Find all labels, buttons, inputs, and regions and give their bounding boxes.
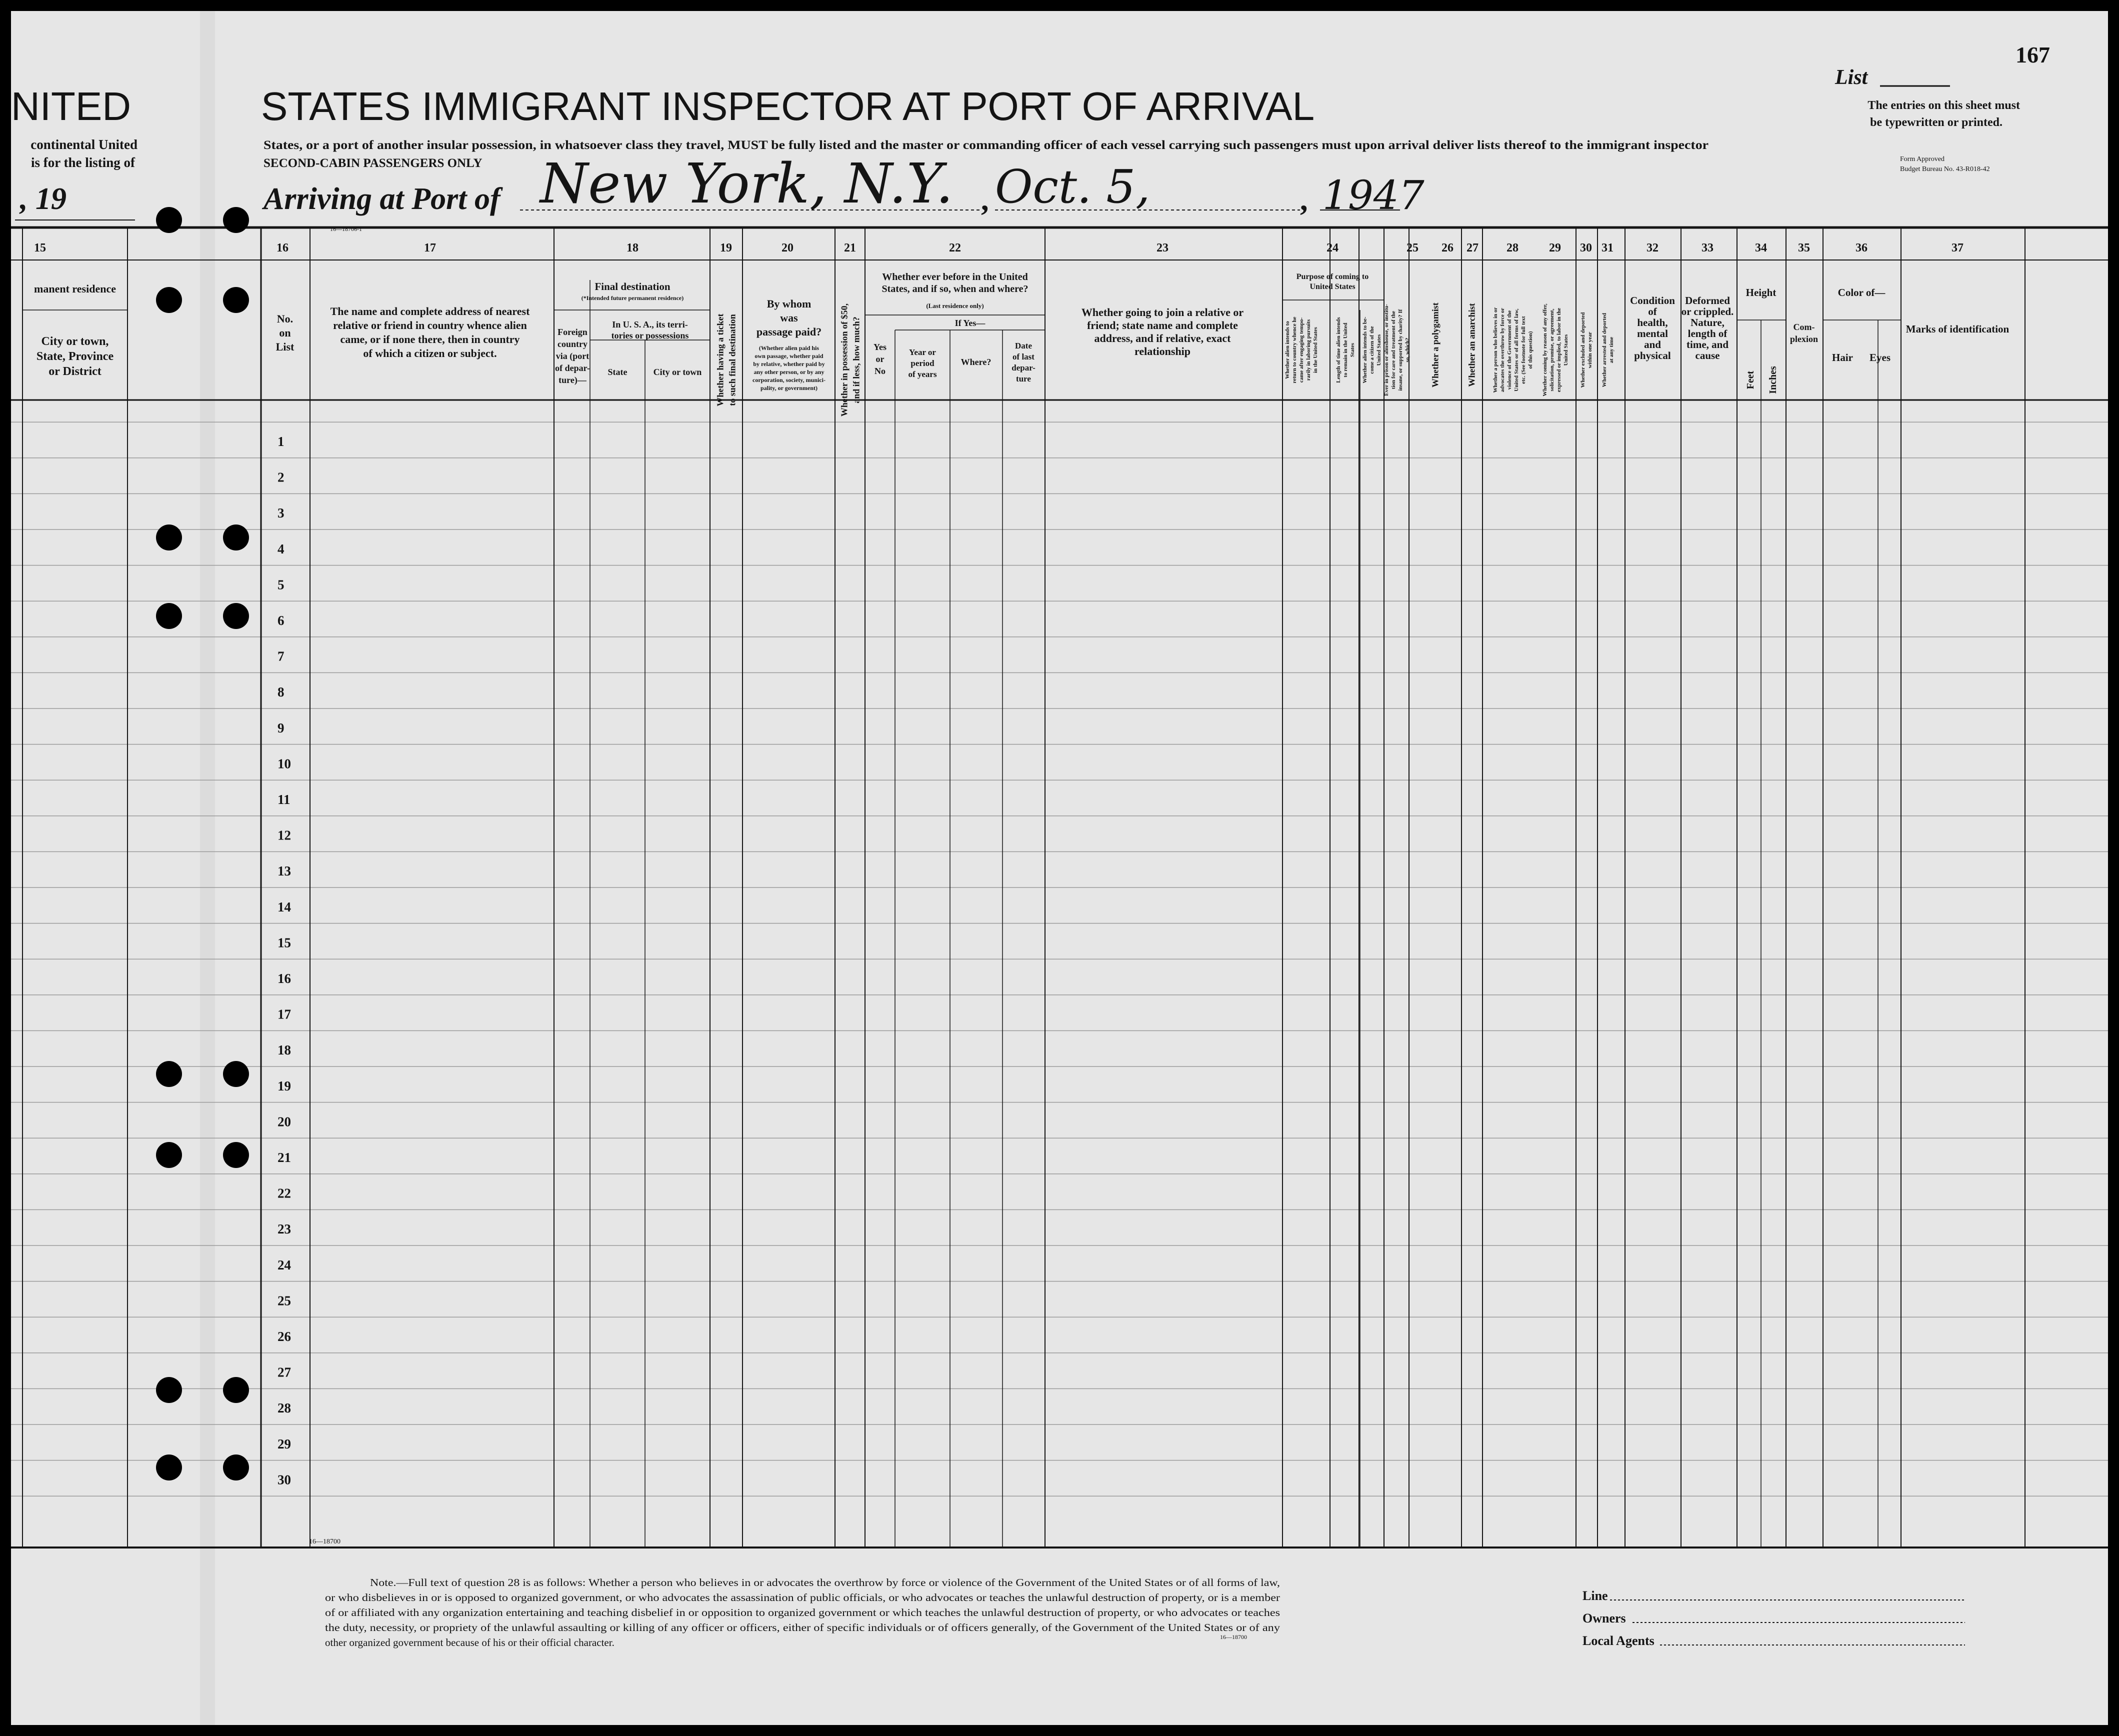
row-number-13: 13 <box>278 864 291 879</box>
c20-note: own passage, whether paid <box>754 352 824 360</box>
c29-labor-offer: United States <box>1562 334 1569 366</box>
sheet-number: 167 <box>2016 42 2050 68</box>
c23-join-relative: Whether going to join a relative or <box>1081 306 1244 318</box>
punch-hole <box>223 287 249 313</box>
c33-deformed: length of <box>1688 328 1728 340</box>
c16-no-on-list: No. <box>276 312 294 325</box>
c16-no-on-list: List <box>276 340 294 353</box>
c30-excluded: Whether excluded and deported <box>1580 312 1586 388</box>
page-fold <box>200 11 215 1725</box>
column-number-26: 26 <box>1442 242 1454 254</box>
column-number-23: 23 <box>1156 242 1168 254</box>
c28-overthrow: United States or of all forms of law, <box>1513 308 1520 392</box>
c29-labor-offer: Whether coming by reason of any offer, <box>1542 304 1548 396</box>
c22-if-yes: If Yes— <box>954 318 986 328</box>
c18-foreign-country: via (port <box>556 351 590 361</box>
c32-health-condition: mental <box>1637 328 1668 340</box>
row-number-1: 1 <box>278 434 284 449</box>
column-number-27: 27 <box>1466 242 1478 254</box>
row-number-16: 16 <box>278 971 291 986</box>
c29-labor-offer: solicitation, promise, or agreement, <box>1548 308 1555 392</box>
c22-ever-before-us: Whether ever before in the United <box>882 272 1028 282</box>
column-number-33: 33 <box>1702 242 1714 254</box>
form-code-top: 16—18706-1 <box>330 226 362 232</box>
row-number-17: 17 <box>278 1006 291 1022</box>
column-number-15: 15 <box>34 242 46 254</box>
c17-nearest-relative: of which a citizen or subject. <box>363 347 497 360</box>
c20-by-whom-paid: was <box>780 312 798 324</box>
arriving-label: Arriving at Port of <box>264 182 500 216</box>
c33-deformed: or crippled. <box>1681 306 1734 318</box>
c15-subtitle: State, Province <box>36 350 114 363</box>
row-number-3: 3 <box>278 506 284 521</box>
row-number-27: 27 <box>278 1364 291 1380</box>
punch-hole <box>156 1142 182 1168</box>
c25-prison-almshouse: so, which? <box>1404 338 1410 362</box>
c35-complexion: Com- <box>1793 322 1815 332</box>
c15-subtitle: or District <box>48 365 102 378</box>
c18-foreign-country: country <box>558 339 588 349</box>
punch-hole <box>156 207 182 233</box>
row-number-7: 7 <box>278 648 284 664</box>
row-number-20: 20 <box>278 1114 291 1130</box>
c24-citizen-intent: United States <box>1376 334 1382 366</box>
form-approved: Form Approved <box>1900 156 1945 163</box>
comma-1: , <box>981 183 989 217</box>
row-number-18: 18 <box>278 1042 291 1058</box>
punch-hole <box>156 1377 182 1403</box>
c18-city-or-town: City or town <box>653 367 702 377</box>
c25-prison-almshouse: Ever in prison or almshouse, or institu- <box>1383 304 1390 396</box>
year-handwritten: 1947 <box>1322 172 1424 218</box>
c24-citizen-intent: Whether alien intends to be- <box>1362 316 1368 384</box>
c16-no-on-list: on <box>279 326 291 339</box>
c24-purpose: United States <box>1310 282 1356 291</box>
row-number-11: 11 <box>278 792 290 807</box>
row-number-19: 19 <box>278 1078 291 1094</box>
c22-date-last-departure: of last <box>1012 352 1034 362</box>
c17-nearest-relative: came, or if none there, then in country <box>340 333 520 346</box>
form-intro: States, or a port of another insular possession, in whatsoever class they travel, MUST be fully listed and the master or commanding officer of each vessel carrying such passengers must upon arrival deliver lists thereof to the immigrant inspector <box>264 138 1708 152</box>
c24-length-of-stay: Length of time alien intends <box>1335 317 1342 383</box>
c28-overthrow: Whether a person who believes in or <box>1492 307 1498 393</box>
footnote-code: 16—18700 <box>1220 1634 1247 1640</box>
column-number-28: 28 <box>1506 242 1518 254</box>
row-number-25: 25 <box>278 1293 291 1308</box>
punch-hole <box>223 524 249 550</box>
row-number-15: 15 <box>278 935 291 950</box>
row-number-22: 22 <box>278 1186 291 1201</box>
c34-inches: Inches <box>1768 366 1778 394</box>
footnote-line-3: of or affiliated with any organization entertaining and teaching disbelief in or opposition to organized government or which teaches the unlawful destruction of property, or who advocates or teaches <box>325 1606 1280 1618</box>
c23-join-relative: address, and if relative, exact <box>1094 332 1231 344</box>
column-number-36: 36 <box>1856 242 1868 254</box>
c20-note: corporation, society, munici- <box>752 376 826 384</box>
c28-overthrow: advocates the overthrow by force or <box>1499 308 1506 392</box>
row-number-12: 12 <box>278 828 291 843</box>
column-number-24: 24 <box>1326 242 1338 254</box>
c18-note: (*Intended future permanent residence) <box>581 294 684 302</box>
row-number-4: 4 <box>278 541 284 556</box>
c24-return-intent: in the United States <box>1312 327 1318 373</box>
list-label: List <box>1835 66 1868 89</box>
c21-possession-50: Whether in possession of $50, <box>839 303 850 417</box>
typewritten-note-1: The entries on this sheet must <box>1868 99 2020 112</box>
column-number-32: 32 <box>1646 242 1658 254</box>
punch-hole <box>223 207 249 233</box>
punch-hole <box>156 1454 182 1480</box>
row-number-2: 2 <box>278 470 284 485</box>
c36-color-of: Color of— <box>1838 286 1886 298</box>
column-number-29: 29 <box>1549 242 1561 254</box>
column-number-34: 34 <box>1755 242 1767 254</box>
punch-hole <box>223 603 249 629</box>
c33-deformed: Nature, <box>1690 316 1724 328</box>
c20-by-whom-paid: By whom <box>766 298 812 310</box>
row-number-26: 26 <box>278 1329 291 1344</box>
c32-health-condition: physical <box>1634 350 1671 362</box>
date-handwritten: Oct. 5, <box>995 160 1150 214</box>
row-number-30: 30 <box>278 1472 291 1488</box>
c32-health-condition: and <box>1644 338 1661 350</box>
c30-excluded: within one year <box>1586 332 1593 368</box>
punch-hole <box>223 1061 249 1087</box>
c25-prison-almshouse: tion for care and treatment of the <box>1390 310 1396 390</box>
c33-deformed: Deformed <box>1685 294 1730 306</box>
c21-possession-50: and if less, how much? <box>851 316 862 404</box>
c37-marks-of-identification: Marks of identification <box>1906 323 2010 335</box>
c20-note: by relative, whether paid by <box>753 360 825 368</box>
c20-by-whom-paid: passage paid? <box>756 326 822 338</box>
left-intro-2: is for the listing of <box>31 155 135 170</box>
c15-title: manent residence <box>34 282 116 295</box>
c35-complexion: plexion <box>1790 334 1818 344</box>
left-year-fragment: , 19 <box>20 182 66 216</box>
row-number-5: 5 <box>278 577 284 592</box>
c18-state: State <box>608 367 628 377</box>
c23-join-relative: friend; state name and complete <box>1087 319 1238 332</box>
punch-hole <box>223 1142 249 1168</box>
c28-overthrow: of this question) <box>1527 331 1534 369</box>
c18-foreign-country: of depar- <box>555 363 590 373</box>
c19-ticket: Whether having a ticket <box>715 314 726 406</box>
c22-ever-before-us: States, and if so, when and where? <box>882 284 1028 294</box>
punch-hole <box>156 1061 182 1087</box>
c31-arrested: at any time <box>1608 336 1614 364</box>
c24-length-of-stay: to remain in the United <box>1342 322 1348 378</box>
c17-nearest-relative: The name and complete address of nearest <box>330 305 530 318</box>
c28-overthrow: etc. (See footnote for full text <box>1520 316 1526 384</box>
row-number-10: 10 <box>278 756 291 772</box>
c22-date-last-departure: Date <box>1015 341 1032 350</box>
c24-citizen-intent: come a citizen of the <box>1368 326 1375 374</box>
c36-hair: Hair <box>1832 352 1853 364</box>
punch-hole <box>223 1377 249 1403</box>
class-line: SECOND-CABIN PASSENGERS ONLY <box>264 156 482 170</box>
c22-yes-or-no: No <box>874 366 886 376</box>
c22-date-last-departure: ture <box>1016 374 1031 384</box>
c26-polygamist: Whether a polygamist <box>1430 302 1440 388</box>
comma-2: , <box>1300 183 1308 217</box>
c24-return-intent: Whether alien intends to <box>1284 321 1290 379</box>
left-title-fragment: NITED <box>11 84 131 128</box>
row-number-28: 28 <box>278 1400 291 1416</box>
row-number-23: 23 <box>278 1222 291 1237</box>
column-number-19: 19 <box>720 242 732 254</box>
c24-length-of-stay: States <box>1349 342 1356 358</box>
c18-in-usa: In U. S. A., its terri- <box>612 320 688 330</box>
row-number-21: 21 <box>278 1150 291 1165</box>
row-number-6: 6 <box>278 613 284 628</box>
c33-deformed: time, and <box>1686 338 1728 350</box>
row-number-9: 9 <box>278 720 284 736</box>
c22-note: (Last residence only) <box>926 302 984 310</box>
c20-note: any other person, or by any <box>754 368 824 376</box>
footnote-line-1: Note.—Full text of question 28 is as follows: Whether a person who believes in or advocates the overthrow by force or violence of the Government of the United States or of all forms of law, <box>370 1576 1280 1588</box>
form-code-bottom: 16—18700 <box>309 1538 340 1546</box>
c36-eyes: Eyes <box>1870 352 1890 364</box>
c24-return-intent: return to country whence he <box>1291 316 1298 384</box>
punch-hole <box>223 1454 249 1480</box>
c22-date-last-departure: depar- <box>1012 363 1036 372</box>
column-number-20: 20 <box>782 242 794 254</box>
c23-join-relative: relationship <box>1134 345 1191 358</box>
left-intro-1: continental United <box>30 137 138 152</box>
c34-feet: Feet <box>1745 370 1756 390</box>
c24-return-intent: came after engaging tempo- <box>1298 317 1304 383</box>
c32-health-condition: of <box>1648 306 1657 318</box>
c24-return-intent: rarily in laboring pursuits <box>1305 319 1312 381</box>
form-title: STATES IMMIGRANT INSPECTOR AT PORT OF ARRIVAL <box>261 84 1315 128</box>
column-number-21: 21 <box>844 242 856 254</box>
footnote-line-4: the duty, necessity, or propriety of the unlawful assaulting or killing of any officer or officers, either of specific individuals or of officers generally, of the Government of the United States or of any <box>325 1622 1280 1634</box>
column-number-30: 30 <box>1580 242 1592 254</box>
c18-foreign-country: ture)— <box>558 375 586 385</box>
line-label: Line <box>1582 1588 1608 1603</box>
c15-subtitle: City or town, <box>41 335 109 348</box>
row-number-24: 24 <box>278 1257 291 1272</box>
local-agents-label: Local Agents <box>1582 1634 1654 1648</box>
budget-bureau-no: Budget Bureau No. 43-R018-42 <box>1900 166 1990 173</box>
c31-arrested: Whether arrested and deported <box>1601 312 1608 388</box>
c25-prison-almshouse: insane, or supported by charity? If <box>1397 309 1404 391</box>
row-number-29: 29 <box>278 1436 291 1452</box>
c22-year-or-period: period <box>910 358 934 368</box>
typewritten-note-2: be typewritten or printed. <box>1870 116 2002 129</box>
c22-yes-or-no: or <box>876 354 884 364</box>
column-number-25: 25 <box>1406 242 1418 254</box>
c29-labor-offer: expressed or implied, to labor in the <box>1556 308 1562 392</box>
column-number-17: 17 <box>424 242 436 254</box>
punch-hole <box>156 524 182 550</box>
port-handwritten: New York, N.Y. <box>540 152 954 216</box>
c32-health-condition: Condition <box>1630 294 1675 306</box>
c18-final-destination: Final destination <box>594 280 670 292</box>
c20-note: pality, or government) <box>760 384 818 392</box>
c19-ticket: to such final destination <box>727 314 738 406</box>
c17-nearest-relative: relative or friend in country whence alien <box>333 319 527 332</box>
footnote-line-2: or who disbelieves in or is opposed to organized government, or who advocates the assassination of public officials, or who advocates or teaches the unlawful destruction of property, or is a member <box>325 1592 1280 1604</box>
row-number-8: 8 <box>278 684 284 700</box>
column-number-31: 31 <box>1602 242 1614 254</box>
column-number-22: 22 <box>949 242 961 254</box>
c27-anarchist: Whether an anarchist <box>1466 303 1477 387</box>
footnote-line-5: other organized government because of his or their official character. <box>325 1636 614 1648</box>
row-number-14: 14 <box>278 899 291 914</box>
punch-hole <box>156 287 182 313</box>
c24-purpose: Purpose of coming to <box>1296 272 1369 281</box>
c22-year-or-period: Year or <box>909 348 936 357</box>
c18-foreign-country: Foreign <box>558 327 588 337</box>
owners-label: Owners <box>1582 1611 1626 1626</box>
c22-where: Where? <box>960 357 992 367</box>
paper-sheet <box>11 11 2108 1725</box>
c22-yes-or-no: Yes <box>874 342 886 352</box>
c28-overthrow: violence of the Government of the <box>1506 310 1512 390</box>
c33-deformed: cause <box>1695 350 1720 362</box>
column-number-16: 16 <box>276 242 288 254</box>
column-number-35: 35 <box>1798 242 1810 254</box>
c20-note: (Whether alien paid his <box>758 344 820 352</box>
c34-height: Height <box>1746 286 1776 298</box>
c18-in-usa: tories or possessions <box>611 330 689 340</box>
c22-year-or-period: of years <box>908 370 937 379</box>
c32-health-condition: health, <box>1637 316 1668 328</box>
column-number-18: 18 <box>626 242 638 254</box>
punch-hole <box>156 603 182 629</box>
column-number-37: 37 <box>1952 242 1964 254</box>
